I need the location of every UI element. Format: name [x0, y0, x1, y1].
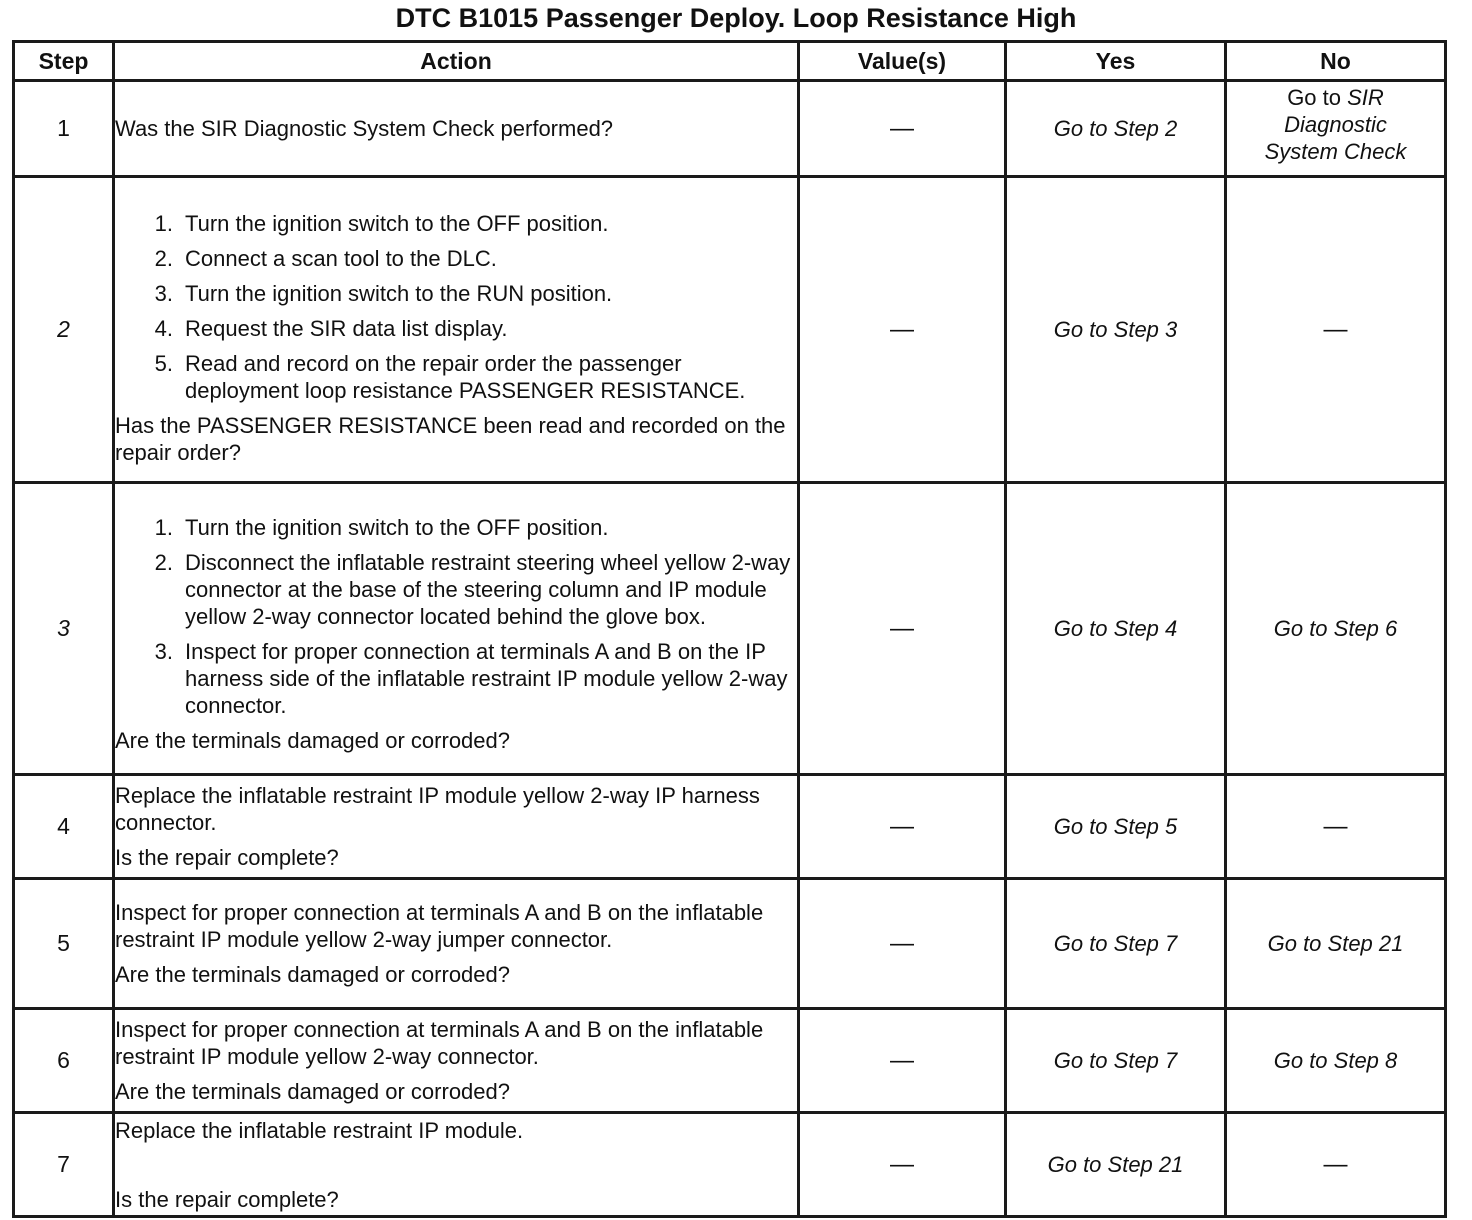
step-number: 7	[14, 1113, 114, 1217]
header-row	[14, 42, 1446, 81]
action-question: Are the terminals damaged or corroded?	[115, 962, 510, 987]
yes-cell: Go to Step 2	[1006, 81, 1226, 177]
table-row	[14, 1009, 1446, 1113]
value-cell: —	[799, 1009, 1006, 1113]
no-cell: —	[1226, 1113, 1446, 1217]
yes-cell: Go to Step 7	[1006, 1009, 1226, 1113]
action-text: Inspect for proper connection at terminals A and B on the inflatable restraint IP module yellow 2-way connector.	[115, 1017, 764, 1069]
no-cell: Go to Step 8	[1226, 1009, 1446, 1113]
table-row	[14, 879, 1446, 1009]
header-no: No	[1226, 42, 1446, 81]
action-question: Are the terminals damaged or corroded?	[115, 1079, 510, 1104]
action-cell	[114, 177, 799, 483]
action-cell	[114, 1009, 799, 1113]
list-item: 1. Turn the ignition switch to the OFF position.	[154, 514, 609, 540]
no-link: Diagnostic	[1284, 112, 1387, 137]
action-question: Are the terminals damaged or corroded?	[115, 727, 510, 753]
list-item: 2. Disconnect the inflatable restraint steering wheel yellow 2-way connector at the base of the steering column and IP module yellow 2-way connector located behind the glove box.	[154, 549, 791, 629]
value-cell: —	[799, 879, 1006, 1009]
value-cell: —	[799, 1113, 1006, 1217]
list-item: 4. Request the SIR data list display.	[154, 315, 508, 341]
table-row	[14, 177, 1446, 483]
action-cell	[114, 1113, 799, 1217]
action-text: Inspect for proper connection at terminals A and B on the inflatable restraint IP module yellow 2-way jumper connector.	[115, 900, 764, 952]
action-list	[115, 514, 797, 719]
action-cell	[114, 483, 799, 775]
list-item: 5. Read and record on the repair order the passenger deployment loop resistance PASSENGER RESISTANCE.	[154, 350, 746, 403]
action-text: Replace the inflatable restraint IP module.	[115, 1117, 524, 1143]
no-cell	[1226, 81, 1446, 177]
action-text: Replace the inflatable restraint IP module yellow 2-way IP harness connector.	[115, 783, 760, 835]
value-cell: —	[799, 775, 1006, 879]
list-item: 1. Turn the ignition switch to the OFF position.	[154, 210, 609, 236]
diagnostic-table	[12, 40, 1447, 1218]
action-cell	[114, 775, 799, 879]
page-title: DTC B1015 Passenger Deploy. Loop Resistance High	[395, 3, 1077, 33]
no-cell: —	[1226, 177, 1446, 483]
value-cell: —	[799, 81, 1006, 177]
header-yes: Yes	[1006, 42, 1226, 81]
action-list	[115, 210, 797, 404]
list-item: 3. Turn the ignition switch to the RUN position.	[154, 280, 613, 306]
step-number: 4	[14, 775, 114, 879]
table-row	[14, 1113, 1446, 1217]
no-prefix: Go to	[1287, 85, 1341, 110]
action-question: Is the repair complete?	[115, 1186, 339, 1212]
action-cell	[114, 81, 799, 177]
header-step: Step	[14, 42, 114, 81]
action-question: Is the repair complete?	[115, 845, 339, 870]
yes-cell: Go to Step 4	[1006, 483, 1226, 775]
yes-cell: Go to Step 5	[1006, 775, 1226, 879]
list-item: 3. Inspect for proper connection at terminals A and B on the IP harness side of the inflatable restraint IP module yellow 2-way connector.	[154, 638, 788, 718]
value-cell: —	[799, 177, 1006, 483]
no-cell: —	[1226, 775, 1446, 879]
step-number: 2	[14, 177, 114, 483]
header-action: Action	[114, 42, 799, 81]
step-number: 3	[14, 483, 114, 775]
no-cell: Go to Step 21	[1226, 879, 1446, 1009]
table-row	[14, 81, 1446, 177]
action-cell	[114, 879, 799, 1009]
step-number: 6	[14, 1009, 114, 1113]
value-cell: —	[799, 483, 1006, 775]
no-link: SIR	[1347, 85, 1384, 110]
step-number: 1	[14, 81, 114, 177]
table-row	[14, 775, 1446, 879]
list-item: 2. Connect a scan tool to the DLC.	[154, 245, 497, 271]
step-number: 5	[14, 879, 114, 1009]
header-values: Value(s)	[799, 42, 1006, 81]
action-question: Has the PASSENGER RESISTANCE been read and recorded on the repair order?	[115, 412, 786, 465]
no-link: System Check	[1264, 139, 1407, 164]
yes-cell: Go to Step 21	[1006, 1113, 1226, 1217]
yes-cell: Go to Step 3	[1006, 177, 1226, 483]
yes-cell: Go to Step 7	[1006, 879, 1226, 1009]
table-row	[14, 483, 1446, 775]
action-question: Was the SIR Diagnostic System Check performed?	[115, 116, 614, 141]
no-cell: Go to Step 6	[1226, 483, 1446, 775]
